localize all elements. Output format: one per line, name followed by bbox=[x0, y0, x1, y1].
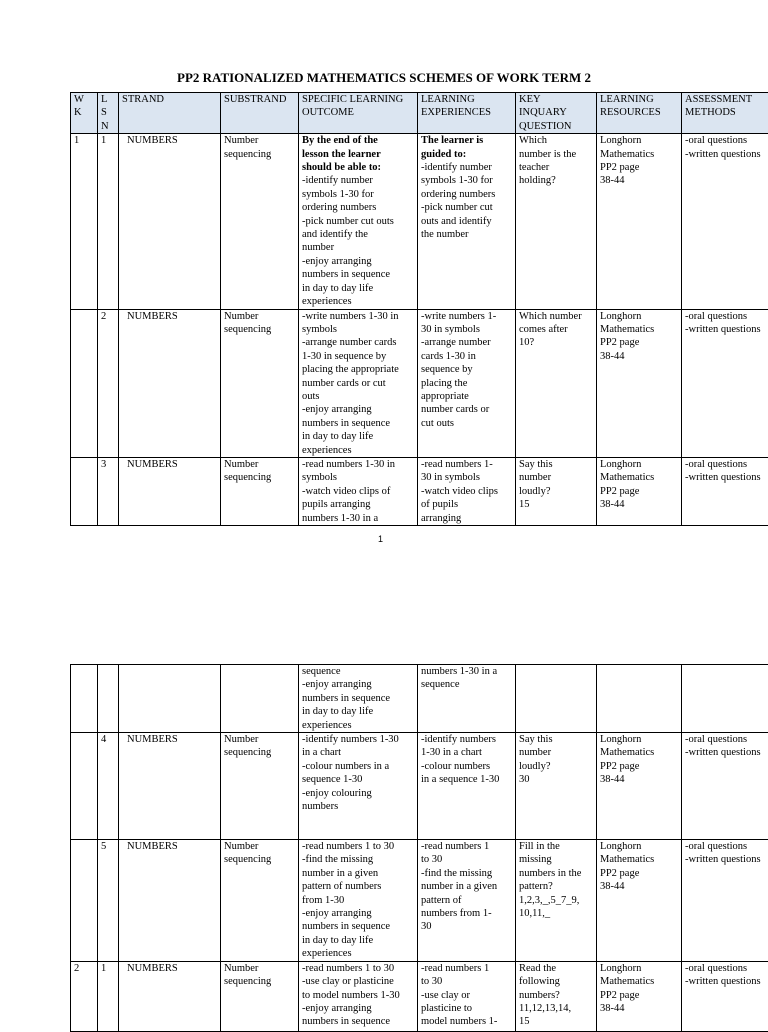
cell-text: Mathematics bbox=[600, 975, 678, 988]
cell-text: sequencing bbox=[224, 148, 295, 161]
cell-text: -read numbers 1 bbox=[421, 962, 512, 975]
question-cell bbox=[516, 733, 597, 840]
header-text: LEARNING bbox=[600, 93, 678, 106]
cell-text: -enjoy arranging bbox=[302, 255, 414, 268]
cell-text: -oral questions bbox=[685, 134, 768, 147]
cell-text: 38-44 bbox=[600, 174, 678, 187]
cell-text: -enjoy arranging bbox=[302, 403, 414, 416]
cell-text: ordering numbers bbox=[302, 201, 414, 214]
cell-text: pattern of numbers bbox=[302, 880, 414, 893]
cell-text: Longhorn bbox=[600, 962, 678, 975]
cell-text: numbers from 1- bbox=[421, 907, 512, 920]
cell-text: 2 bbox=[74, 962, 94, 975]
substrand-cell bbox=[221, 840, 299, 962]
cell-text: -use clay or plasticine bbox=[302, 975, 414, 988]
week-cell bbox=[71, 134, 98, 309]
cell-text: 30 bbox=[519, 773, 593, 786]
question-cell bbox=[516, 134, 597, 309]
cell-text: the number bbox=[421, 228, 512, 241]
cell-text: pupils arranging bbox=[302, 498, 414, 511]
cell-text: Longhorn bbox=[600, 134, 678, 147]
cell-text: -written questions bbox=[685, 148, 768, 161]
cell-text: By the end of the bbox=[302, 134, 414, 147]
week-cell bbox=[71, 840, 98, 962]
cell-text: -watch video clips bbox=[421, 485, 512, 498]
cell-text: number cards or bbox=[421, 403, 512, 416]
cell-text: symbols bbox=[302, 471, 414, 484]
experiences-cell bbox=[418, 309, 516, 457]
cell-text: cards 1-30 in bbox=[421, 350, 512, 363]
cell-text: 1,2,3,_,5_7_9, bbox=[519, 894, 593, 907]
lesson-cell bbox=[98, 961, 119, 1031]
page-number: 1 bbox=[378, 534, 383, 544]
question-cell bbox=[516, 457, 597, 525]
cell-text: -oral questions bbox=[685, 733, 768, 746]
cell-text: in day to day life bbox=[302, 934, 414, 947]
cell-text: pattern of bbox=[421, 894, 512, 907]
table-row bbox=[71, 961, 768, 1031]
cell-text: sequencing bbox=[224, 746, 295, 759]
cell-text: outs bbox=[302, 390, 414, 403]
substrand-cell bbox=[221, 134, 299, 309]
cell-text: numbers in the bbox=[519, 867, 593, 880]
cell-text: 38-44 bbox=[600, 350, 678, 363]
cell-text: -written questions bbox=[685, 746, 768, 759]
cell-text: -write numbers 1- bbox=[421, 310, 512, 323]
header-text: S bbox=[101, 106, 115, 119]
cell-text: experiences bbox=[302, 719, 414, 732]
cell-text: 30 bbox=[421, 920, 512, 933]
cell-text: Longhorn bbox=[600, 310, 678, 323]
cell-text: -arrange number bbox=[421, 336, 512, 349]
cell-text: NUMBERS bbox=[127, 310, 217, 323]
cell-text: symbols 1-30 for bbox=[302, 188, 414, 201]
cell-text: -colour numbers bbox=[421, 760, 512, 773]
cell-text: sequence bbox=[421, 678, 512, 691]
resources-cell bbox=[597, 134, 682, 309]
cell-text: -read numbers 1 bbox=[421, 840, 512, 853]
cell-text: 30 in symbols bbox=[421, 323, 512, 336]
resources-cell bbox=[597, 457, 682, 525]
cell-text: loudly? bbox=[519, 485, 593, 498]
assessment-cell bbox=[682, 840, 768, 962]
cell-text: outs and identify bbox=[421, 215, 512, 228]
cell-text: Fill in the bbox=[519, 840, 593, 853]
cell-text: holding? bbox=[519, 174, 593, 187]
cell-text: -enjoy colouring bbox=[302, 787, 414, 800]
cell-text: -oral questions bbox=[685, 458, 768, 471]
outcome-cell bbox=[299, 840, 418, 962]
cell-text: -read numbers 1 to 30 bbox=[302, 962, 414, 975]
cell-text: 11,12,13,14, bbox=[519, 1002, 593, 1015]
cell-text: numbers in sequence bbox=[302, 920, 414, 933]
lesson-cell bbox=[98, 665, 119, 733]
cell-text: sequencing bbox=[224, 975, 295, 988]
cell-text: numbers in sequence bbox=[302, 692, 414, 705]
cell-text: of pupils bbox=[421, 498, 512, 511]
header-text: L bbox=[101, 93, 115, 106]
cell-text: Read the bbox=[519, 962, 593, 975]
cell-text: 1 bbox=[74, 134, 94, 147]
cell-text: cut outs bbox=[421, 417, 512, 430]
cell-text: Number bbox=[224, 840, 295, 853]
cell-text: numbers? bbox=[519, 989, 593, 1002]
cell-text: sequence by bbox=[421, 363, 512, 376]
week-cell bbox=[71, 961, 98, 1031]
cell-text: Number bbox=[224, 962, 295, 975]
header-text: KEY bbox=[519, 93, 593, 106]
cell-text: number in a given bbox=[421, 880, 512, 893]
cell-text: -read numbers 1 to 30 bbox=[302, 840, 414, 853]
cell-text: NUMBERS bbox=[127, 840, 217, 853]
week-cell bbox=[71, 309, 98, 457]
cell-text: 38-44 bbox=[600, 773, 678, 786]
cell-text: -enjoy arranging bbox=[302, 1002, 414, 1015]
cell-text: 1-30 in a chart bbox=[421, 746, 512, 759]
cell-text: 15 bbox=[519, 1015, 593, 1028]
question-cell bbox=[516, 309, 597, 457]
cell-text: -arrange number cards bbox=[302, 336, 414, 349]
header-resources bbox=[597, 93, 682, 134]
page-title: PP2 RATIONALIZED MATHEMATICS SCHEMES OF WORK TERM 2 bbox=[0, 70, 768, 86]
header-text: RESOURCES bbox=[600, 106, 678, 119]
header-assessment bbox=[682, 93, 768, 134]
cell-text: Which bbox=[519, 134, 593, 147]
table-row bbox=[71, 733, 768, 840]
lesson-cell bbox=[98, 733, 119, 840]
cell-text: placing the bbox=[421, 377, 512, 390]
experiences-cell bbox=[418, 733, 516, 840]
cell-text: Number bbox=[224, 310, 295, 323]
week-cell bbox=[71, 733, 98, 840]
cell-text: -identify numbers 1-30 bbox=[302, 733, 414, 746]
question-cell bbox=[516, 665, 597, 733]
cell-text: -identify number bbox=[302, 174, 414, 187]
cell-text: 1 bbox=[101, 962, 115, 975]
cell-text: -find the missing bbox=[302, 853, 414, 866]
cell-text: PP2 page bbox=[600, 867, 678, 880]
strand-cell bbox=[119, 961, 221, 1031]
cell-text: to model numbers 1-30 bbox=[302, 989, 414, 1002]
cell-text: in day to day life bbox=[302, 430, 414, 443]
cell-text: teacher bbox=[519, 161, 593, 174]
cell-text: missing bbox=[519, 853, 593, 866]
cell-text: loudly? bbox=[519, 760, 593, 773]
table-row bbox=[71, 840, 768, 962]
cell-text: numbers in sequence bbox=[302, 268, 414, 281]
cell-text: model numbers 1- bbox=[421, 1015, 512, 1028]
cell-text: numbers 1-30 in a bbox=[302, 512, 414, 525]
cell-text: -find the missing bbox=[421, 867, 512, 880]
question-cell bbox=[516, 840, 597, 962]
header-text: K bbox=[74, 106, 94, 119]
cell-text: NUMBERS bbox=[127, 962, 217, 975]
cell-text: symbols bbox=[302, 323, 414, 336]
header-strand bbox=[119, 93, 221, 134]
cell-text: numbers in sequence bbox=[302, 417, 414, 430]
experiences-cell bbox=[418, 840, 516, 962]
cell-text: number is the bbox=[519, 148, 593, 161]
cell-text: sequencing bbox=[224, 471, 295, 484]
cell-text: -read numbers 1- bbox=[421, 458, 512, 471]
cell-text: -read numbers 1-30 in bbox=[302, 458, 414, 471]
cell-text: ordering numbers bbox=[421, 188, 512, 201]
cell-text: -written questions bbox=[685, 975, 768, 988]
cell-text: experiences bbox=[302, 295, 414, 308]
cell-text: PP2 page bbox=[600, 760, 678, 773]
cell-text: -written questions bbox=[685, 323, 768, 336]
outcome-cell bbox=[299, 961, 418, 1031]
cell-text: placing the appropriate bbox=[302, 363, 414, 376]
header-lesson bbox=[98, 93, 119, 134]
scheme-table-page-1 bbox=[70, 92, 768, 526]
assessment-cell bbox=[682, 457, 768, 525]
assessment-cell bbox=[682, 134, 768, 309]
header-text: ASSESSMENT bbox=[685, 93, 768, 106]
cell-text: Number bbox=[224, 134, 295, 147]
cell-text: plasticine to bbox=[421, 1002, 512, 1015]
cell-text: 10? bbox=[519, 336, 593, 349]
scheme-table-page-2 bbox=[70, 664, 768, 1032]
cell-text: number bbox=[302, 241, 414, 254]
cell-text: -identify number bbox=[421, 161, 512, 174]
cell-text: numbers in sequence bbox=[302, 1015, 414, 1028]
cell-text: PP2 page bbox=[600, 989, 678, 1002]
outcome-cell bbox=[299, 457, 418, 525]
cell-text: 2 bbox=[101, 310, 115, 323]
cell-text: following bbox=[519, 975, 593, 988]
cell-text: -identify numbers bbox=[421, 733, 512, 746]
cell-text: 38-44 bbox=[600, 880, 678, 893]
outcome-cell bbox=[299, 134, 418, 309]
header-question bbox=[516, 93, 597, 134]
cell-text: NUMBERS bbox=[127, 458, 217, 471]
lesson-cell bbox=[98, 840, 119, 962]
cell-text: 1 bbox=[101, 134, 115, 147]
cell-text: guided to: bbox=[421, 148, 512, 161]
cell-text: Mathematics bbox=[600, 148, 678, 161]
strand-cell bbox=[119, 840, 221, 962]
cell-text: -use clay or bbox=[421, 989, 512, 1002]
cell-text: Which number bbox=[519, 310, 593, 323]
cell-text: -write numbers 1-30 in bbox=[302, 310, 414, 323]
cell-text: NUMBERS bbox=[127, 733, 217, 746]
header-text: SPECIFIC LEARNING bbox=[302, 93, 414, 106]
cell-text: symbols 1-30 for bbox=[421, 174, 512, 187]
cell-text: Say this bbox=[519, 733, 593, 746]
cell-text: to 30 bbox=[421, 975, 512, 988]
strand-cell bbox=[119, 134, 221, 309]
header-text: W bbox=[74, 93, 94, 106]
cell-text: number bbox=[519, 471, 593, 484]
experiences-cell bbox=[418, 134, 516, 309]
cell-text: -pick number cut outs bbox=[302, 215, 414, 228]
cell-text: from 1-30 bbox=[302, 894, 414, 907]
cell-text: -written questions bbox=[685, 471, 768, 484]
cell-text: sequence bbox=[302, 665, 414, 678]
cell-text: PP2 page bbox=[600, 336, 678, 349]
cell-text: PP2 page bbox=[600, 161, 678, 174]
cell-text: Mathematics bbox=[600, 323, 678, 336]
experiences-cell bbox=[418, 961, 516, 1031]
header-substrand bbox=[221, 93, 299, 134]
substrand-cell bbox=[221, 665, 299, 733]
cell-text: Mathematics bbox=[600, 853, 678, 866]
substrand-cell bbox=[221, 309, 299, 457]
cell-text: -colour numbers in a bbox=[302, 760, 414, 773]
cell-text: Longhorn bbox=[600, 458, 678, 471]
week-cell bbox=[71, 457, 98, 525]
cell-text: Say this bbox=[519, 458, 593, 471]
assessment-cell bbox=[682, 733, 768, 840]
cell-text: 15 bbox=[519, 498, 593, 511]
header-text: SUBSTRAND bbox=[224, 93, 295, 106]
cell-text: 4 bbox=[101, 733, 115, 746]
table-header-row bbox=[71, 93, 768, 134]
substrand-cell bbox=[221, 961, 299, 1031]
lesson-cell bbox=[98, 134, 119, 309]
cell-text: experiences bbox=[302, 444, 414, 457]
resources-cell bbox=[597, 840, 682, 962]
cell-text: Number bbox=[224, 733, 295, 746]
experiences-cell bbox=[418, 665, 516, 733]
resources-cell bbox=[597, 733, 682, 840]
lesson-cell bbox=[98, 309, 119, 457]
cell-text: Mathematics bbox=[600, 746, 678, 759]
table-row bbox=[71, 457, 768, 525]
cell-text: -oral questions bbox=[685, 840, 768, 853]
cell-text: 3 bbox=[101, 458, 115, 471]
header-text: LEARNING bbox=[421, 93, 512, 106]
cell-text: -oral questions bbox=[685, 310, 768, 323]
header-text: OUTCOME bbox=[302, 106, 414, 119]
header-text: INQUARY bbox=[519, 106, 593, 119]
substrand-cell bbox=[221, 457, 299, 525]
cell-text: sequencing bbox=[224, 323, 295, 336]
header-text: EXPERIENCES bbox=[421, 106, 512, 119]
cell-text: The learner is bbox=[421, 134, 512, 147]
header-outcome bbox=[299, 93, 418, 134]
cell-text: -oral questions bbox=[685, 962, 768, 975]
cell-text: 10,11,_ bbox=[519, 907, 593, 920]
header-experiences bbox=[418, 93, 516, 134]
assessment-cell bbox=[682, 665, 768, 733]
header-week bbox=[71, 93, 98, 134]
cell-text: Mathematics bbox=[600, 471, 678, 484]
header-text: QUESTION bbox=[519, 120, 593, 133]
strand-cell bbox=[119, 309, 221, 457]
week-cell bbox=[71, 665, 98, 733]
cell-text: -pick number cut bbox=[421, 201, 512, 214]
cell-text: number cards or cut bbox=[302, 377, 414, 390]
outcome-cell bbox=[299, 665, 418, 733]
table-row bbox=[71, 665, 768, 733]
outcome-cell bbox=[299, 733, 418, 840]
cell-text: to 30 bbox=[421, 853, 512, 866]
cell-text: sequence 1-30 bbox=[302, 773, 414, 786]
header-text: N bbox=[101, 120, 115, 133]
cell-text: in a sequence 1-30 bbox=[421, 773, 512, 786]
table-row bbox=[71, 309, 768, 457]
cell-text: in a chart bbox=[302, 746, 414, 759]
cell-text: 30 in symbols bbox=[421, 471, 512, 484]
resources-cell bbox=[597, 961, 682, 1031]
cell-text: NUMBERS bbox=[127, 134, 217, 147]
cell-text: numbers bbox=[302, 800, 414, 813]
cell-text: PP2 page bbox=[600, 485, 678, 498]
table-row bbox=[71, 134, 768, 309]
cell-text: experiences bbox=[302, 947, 414, 960]
cell-text: 38-44 bbox=[600, 498, 678, 511]
cell-text: pattern? bbox=[519, 880, 593, 893]
experiences-cell bbox=[418, 457, 516, 525]
cell-text: sequencing bbox=[224, 853, 295, 866]
cell-text: -watch video clips of bbox=[302, 485, 414, 498]
cell-text: arranging bbox=[421, 512, 512, 525]
cell-text: -written questions bbox=[685, 853, 768, 866]
question-cell bbox=[516, 961, 597, 1031]
strand-cell bbox=[119, 733, 221, 840]
lesson-cell bbox=[98, 457, 119, 525]
cell-text: number bbox=[519, 746, 593, 759]
cell-text: -enjoy arranging bbox=[302, 678, 414, 691]
cell-text: in day to day life bbox=[302, 282, 414, 295]
substrand-cell bbox=[221, 733, 299, 840]
assessment-cell bbox=[682, 309, 768, 457]
resources-cell bbox=[597, 309, 682, 457]
strand-cell bbox=[119, 665, 221, 733]
outcome-cell bbox=[299, 309, 418, 457]
header-text: METHODS bbox=[685, 106, 768, 119]
resources-cell bbox=[597, 665, 682, 733]
strand-cell bbox=[119, 457, 221, 525]
assessment-cell bbox=[682, 961, 768, 1031]
cell-text: 5 bbox=[101, 840, 115, 853]
cell-text: lesson the learner bbox=[302, 148, 414, 161]
cell-text: and identify the bbox=[302, 228, 414, 241]
cell-text: 38-44 bbox=[600, 1002, 678, 1015]
header-text: STRAND bbox=[122, 93, 217, 106]
cell-text: Longhorn bbox=[600, 840, 678, 853]
cell-text: 1-30 in sequence by bbox=[302, 350, 414, 363]
cell-text: -enjoy arranging bbox=[302, 907, 414, 920]
cell-text: Number bbox=[224, 458, 295, 471]
cell-text: comes after bbox=[519, 323, 593, 336]
cell-text: numbers 1-30 in a bbox=[421, 665, 512, 678]
cell-text: should be able to: bbox=[302, 161, 414, 174]
cell-text: appropriate bbox=[421, 390, 512, 403]
cell-text: Longhorn bbox=[600, 733, 678, 746]
cell-text: number in a given bbox=[302, 867, 414, 880]
cell-text: in day to day life bbox=[302, 705, 414, 718]
